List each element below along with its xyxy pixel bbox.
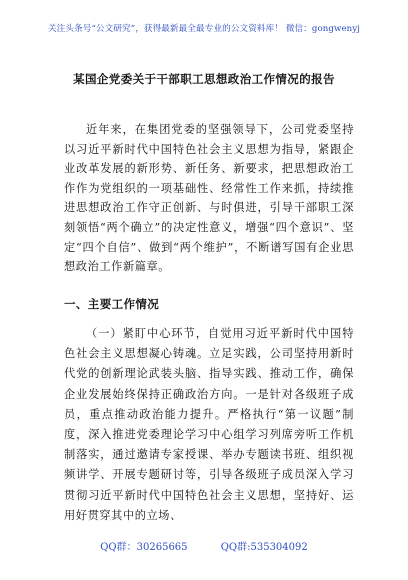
section-heading: 一、主要工作情况 — [64, 297, 160, 311]
promo-header: 关注头条号“公文研究”，获得最新最全最专业的公文资料库！ 微信：gongwenyj — [47, 24, 361, 34]
qq-group-2: QQ群:535304092 — [220, 542, 308, 553]
intro-paragraph: 近年来，在集团党委的坚强领导下，公司党委坚持以习近平新时代中国特色社会主义思想为指导，紧跟企业改革发展的新形势、新任务、新要求，把思想政治工作作为党组织的一项基础性、经常性工作来抓，持续推进思想政治工作守正创新、与时俱进，引导干部职工深刻领悟“两个确立”的决定性意义，增强“四个意识”、坚定“四个自信”、做到“两个维护”，不断谱写国有企业思想政治工作新篇章。 — [64, 123, 354, 274]
section-paragraph: （一）紧盯中心环节，自觉用习近平新时代中国特色社会主义思想凝心铸魂。立足实践，公司坚持用新时代党的创新理论武装头脑、指导实践、推动工作，确保企业发展始终保持正确政治方向。一是针对各级班子成员，重点推动政治能力提升。严格执行“第一议题”制度，深入推进党委理论学习中心组学习列席旁听工作机制落实，通过邀请专家授课、举办专题读书班、组织视频讲学、开展专题研讨等，引导各级班子成员深入学习贯彻习近平新时代中国特色社会主义思想，坚持好、运用好贯穿其中的立场、 — [64, 327, 354, 522]
footer-qq-groups — [0, 538, 408, 553]
document-title: 某国企党委关于干部职工思想政治工作情况的报告 — [73, 72, 335, 86]
qq-group-1: QQ群：30265665 — [100, 542, 188, 553]
